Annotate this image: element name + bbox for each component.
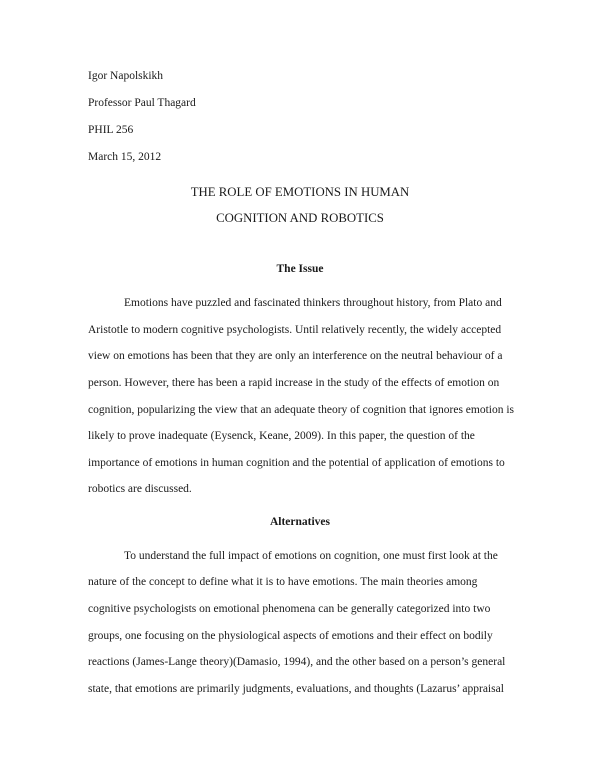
alternatives-paragraph-line: To understand the full impact of emotions on cognition, one must first look at the xyxy=(124,550,498,562)
title-line-2: COGNITION AND ROBOTICS xyxy=(216,211,384,225)
alternatives-paragraph-line: groups, one focusing on the physiological aspects of emotions and their effect on bodily xyxy=(88,630,493,642)
professor-name: Professor Paul Thagard xyxy=(88,97,196,109)
section-heading-issue: The Issue xyxy=(276,263,324,275)
issue-paragraph-line: view on emotions has been that they are only an interference on the neutral behaviour of a xyxy=(88,350,503,362)
issue-paragraph-line: Emotions have puzzled and fascinated thinkers throughout history, from Plato and xyxy=(124,297,502,309)
issue-paragraph-line: Aristotle to modern cognitive psychologists. Until relatively recently, the widely accepted xyxy=(88,324,502,336)
issue-paragraph-line: likely to prove inadequate (Eysenck, Keane, 2009). In this paper, the question of the xyxy=(88,430,475,442)
alternatives-paragraph-line: nature of the concept to define what it is to have emotions. The main theories among xyxy=(88,576,478,588)
author-name: Igor Napolskikh xyxy=(88,70,164,82)
issue-paragraph-line: importance of emotions in human cognition and the potential of application of emotions to xyxy=(88,457,505,469)
title-line-1: THE ROLE OF EMOTIONS IN HUMAN xyxy=(190,185,410,199)
alternatives-paragraph-line: reactions (James-Lange theory)(Damasio, 1994), and the other based on a person’s general xyxy=(88,656,506,668)
section-heading-alternatives: Alternatives xyxy=(269,516,331,528)
document-date: March 15, 2012 xyxy=(88,151,162,163)
alternatives-paragraph-line: state, that emotions are primarily judgments, evaluations, and thoughts (Lazarus’ appraisal xyxy=(88,683,504,695)
issue-paragraph-line: person. However, there has been a rapid increase in the study of the effects of emotion on xyxy=(88,377,500,389)
alternatives-paragraph-line: cognitive psychologists on emotional phenomena can be generally categorized into two xyxy=(88,603,491,615)
issue-paragraph-line: robotics are discussed. xyxy=(88,483,192,495)
course-code: PHIL 256 xyxy=(88,124,134,136)
issue-paragraph-line: cognition, popularizing the view that an adequate theory of cognition that ignores emotion is xyxy=(88,404,515,416)
